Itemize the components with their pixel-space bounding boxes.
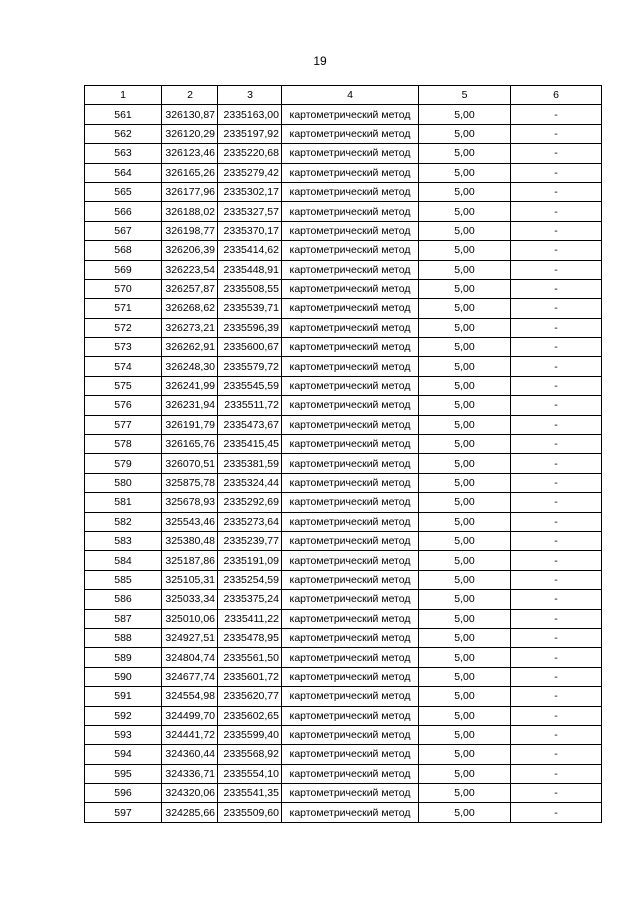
x-coordinate-cell: 326177,96 — [162, 182, 218, 201]
note-cell: - — [511, 241, 602, 260]
table-row — [85, 202, 602, 221]
method-cell: картометрический метод — [282, 745, 419, 764]
y-coordinate-cell: 2335511,72 — [218, 396, 282, 415]
table-row — [85, 725, 602, 744]
note-cell: - — [511, 512, 602, 531]
y-coordinate-cell: 2335561,50 — [218, 648, 282, 667]
y-coordinate-cell: 2335601,72 — [218, 667, 282, 686]
method-cell: картометрический метод — [282, 338, 419, 357]
table-header-row — [85, 86, 602, 105]
x-coordinate-cell: 325033,34 — [162, 590, 218, 609]
method-cell: картометрический метод — [282, 551, 419, 570]
method-cell: картометрический метод — [282, 318, 419, 337]
x-coordinate-cell: 326188,02 — [162, 202, 218, 221]
point-number-cell: 566 — [85, 202, 162, 221]
point-number-cell: 582 — [85, 512, 162, 531]
table-row — [85, 221, 602, 240]
accuracy-cell: 5,00 — [419, 415, 511, 434]
y-coordinate-cell: 2335599,40 — [218, 725, 282, 744]
y-coordinate-cell: 2335411,22 — [218, 609, 282, 628]
note-cell: - — [511, 338, 602, 357]
point-number-cell: 574 — [85, 357, 162, 376]
table-row — [85, 628, 602, 647]
table-row — [85, 803, 602, 822]
x-coordinate-cell: 325678,93 — [162, 493, 218, 512]
method-cell: картометрический метод — [282, 357, 419, 376]
method-cell: картометрический метод — [282, 202, 419, 221]
point-number-cell: 576 — [85, 396, 162, 415]
table-row — [85, 667, 602, 686]
y-coordinate-cell: 2335279,42 — [218, 163, 282, 182]
method-cell: картометрический метод — [282, 590, 419, 609]
note-cell: - — [511, 279, 602, 298]
point-number-cell: 586 — [85, 590, 162, 609]
note-cell: - — [511, 105, 602, 124]
method-cell: картометрический метод — [282, 725, 419, 744]
note-cell: - — [511, 318, 602, 337]
point-number-cell: 569 — [85, 260, 162, 279]
table-row — [85, 706, 602, 725]
y-coordinate-cell: 2335554,10 — [218, 764, 282, 783]
y-coordinate-cell: 2335370,17 — [218, 221, 282, 240]
point-number-cell: 583 — [85, 531, 162, 550]
page-number: 19 — [313, 54, 327, 68]
y-coordinate-cell: 2335273,64 — [218, 512, 282, 531]
table-row — [85, 415, 602, 434]
note-cell: - — [511, 609, 602, 628]
table-row — [85, 590, 602, 609]
accuracy-cell: 5,00 — [419, 221, 511, 240]
x-coordinate-cell: 326120,29 — [162, 124, 218, 143]
point-number-cell: 577 — [85, 415, 162, 434]
accuracy-cell: 5,00 — [419, 299, 511, 318]
x-coordinate-cell: 326191,79 — [162, 415, 218, 434]
method-cell: картометрический метод — [282, 396, 419, 415]
x-coordinate-cell: 326248,30 — [162, 357, 218, 376]
y-coordinate-cell: 2335600,67 — [218, 338, 282, 357]
point-number-cell: 592 — [85, 706, 162, 725]
note-cell: - — [511, 396, 602, 415]
table-row — [85, 338, 602, 357]
y-coordinate-cell: 2335539,71 — [218, 299, 282, 318]
method-cell: картометрический метод — [282, 279, 419, 298]
x-coordinate-cell: 326223,54 — [162, 260, 218, 279]
point-number-cell: 588 — [85, 628, 162, 647]
x-coordinate-cell: 324677,74 — [162, 667, 218, 686]
accuracy-cell: 5,00 — [419, 338, 511, 357]
table-row — [85, 531, 602, 550]
x-coordinate-cell: 326268,62 — [162, 299, 218, 318]
method-cell: картометрический метод — [282, 531, 419, 550]
method-cell: картометрический метод — [282, 648, 419, 667]
note-cell: - — [511, 357, 602, 376]
x-coordinate-cell: 324441,72 — [162, 725, 218, 744]
x-coordinate-cell: 325543,46 — [162, 512, 218, 531]
note-cell: - — [511, 144, 602, 163]
note-cell: - — [511, 221, 602, 240]
point-number-cell: 571 — [85, 299, 162, 318]
method-cell: картометрический метод — [282, 163, 419, 182]
y-coordinate-cell: 2335545,59 — [218, 376, 282, 395]
accuracy-cell: 5,00 — [419, 318, 511, 337]
accuracy-cell: 5,00 — [419, 648, 511, 667]
accuracy-cell: 5,00 — [419, 454, 511, 473]
note-cell: - — [511, 725, 602, 744]
y-coordinate-cell: 2335191,09 — [218, 551, 282, 570]
x-coordinate-cell: 326123,46 — [162, 144, 218, 163]
accuracy-cell: 5,00 — [419, 435, 511, 454]
table-row — [85, 376, 602, 395]
accuracy-cell: 5,00 — [419, 512, 511, 531]
method-cell: картометрический метод — [282, 299, 419, 318]
accuracy-cell: 5,00 — [419, 493, 511, 512]
y-coordinate-cell: 2335415,45 — [218, 435, 282, 454]
table-row — [85, 570, 602, 589]
point-number-cell: 591 — [85, 687, 162, 706]
column-header: 5 — [419, 86, 511, 105]
y-coordinate-cell: 2335579,72 — [218, 357, 282, 376]
method-cell: картометрический метод — [282, 221, 419, 240]
point-number-cell: 594 — [85, 745, 162, 764]
x-coordinate-cell: 325010,06 — [162, 609, 218, 628]
table-row — [85, 609, 602, 628]
accuracy-cell: 5,00 — [419, 609, 511, 628]
y-coordinate-cell: 2335239,77 — [218, 531, 282, 550]
point-number-cell: 587 — [85, 609, 162, 628]
table-row — [85, 454, 602, 473]
point-number-cell: 596 — [85, 784, 162, 803]
point-number-cell: 584 — [85, 551, 162, 570]
y-coordinate-cell: 2335568,92 — [218, 745, 282, 764]
note-cell: - — [511, 493, 602, 512]
accuracy-cell: 5,00 — [419, 473, 511, 492]
method-cell: картометрический метод — [282, 570, 419, 589]
x-coordinate-cell: 326206,39 — [162, 241, 218, 260]
table-row — [85, 512, 602, 531]
note-cell: - — [511, 260, 602, 279]
method-cell: картометрический метод — [282, 241, 419, 260]
table-row — [85, 182, 602, 201]
column-header: 3 — [218, 86, 282, 105]
x-coordinate-cell: 325380,48 — [162, 531, 218, 550]
x-coordinate-cell: 324360,44 — [162, 745, 218, 764]
x-coordinate-cell: 325875,78 — [162, 473, 218, 492]
method-cell: картометрический метод — [282, 144, 419, 163]
note-cell: - — [511, 764, 602, 783]
method-cell: картометрический метод — [282, 105, 419, 124]
note-cell: - — [511, 687, 602, 706]
method-cell: картометрический метод — [282, 803, 419, 822]
note-cell: - — [511, 551, 602, 570]
point-number-cell: 568 — [85, 241, 162, 260]
method-cell: картометрический метод — [282, 415, 419, 434]
note-cell: - — [511, 454, 602, 473]
y-coordinate-cell: 2335254,59 — [218, 570, 282, 589]
accuracy-cell: 5,00 — [419, 163, 511, 182]
point-number-cell: 590 — [85, 667, 162, 686]
x-coordinate-cell: 326070,51 — [162, 454, 218, 473]
table-row — [85, 357, 602, 376]
note-cell: - — [511, 124, 602, 143]
accuracy-cell: 5,00 — [419, 105, 511, 124]
y-coordinate-cell: 2335602,65 — [218, 706, 282, 725]
x-coordinate-cell: 326130,87 — [162, 105, 218, 124]
accuracy-cell: 5,00 — [419, 570, 511, 589]
y-coordinate-cell: 2335541,35 — [218, 784, 282, 803]
note-cell: - — [511, 415, 602, 434]
accuracy-cell: 5,00 — [419, 144, 511, 163]
x-coordinate-cell: 324336,71 — [162, 764, 218, 783]
method-cell: картометрический метод — [282, 376, 419, 395]
table-row — [85, 648, 602, 667]
x-coordinate-cell: 324285,66 — [162, 803, 218, 822]
accuracy-cell: 5,00 — [419, 202, 511, 221]
table-row — [85, 396, 602, 415]
table-row — [85, 279, 602, 298]
method-cell: картометрический метод — [282, 435, 419, 454]
note-cell: - — [511, 590, 602, 609]
note-cell: - — [511, 531, 602, 550]
point-number-cell: 570 — [85, 279, 162, 298]
point-number-cell: 563 — [85, 144, 162, 163]
note-cell: - — [511, 202, 602, 221]
table-row — [85, 493, 602, 512]
method-cell: картометрический метод — [282, 473, 419, 492]
accuracy-cell: 5,00 — [419, 241, 511, 260]
point-number-cell: 567 — [85, 221, 162, 240]
table-row — [85, 687, 602, 706]
accuracy-cell: 5,00 — [419, 531, 511, 550]
point-number-cell: 585 — [85, 570, 162, 589]
accuracy-cell: 5,00 — [419, 551, 511, 570]
table-row — [85, 163, 602, 182]
method-cell: картометрический метод — [282, 260, 419, 279]
note-cell: - — [511, 376, 602, 395]
point-number-cell: 565 — [85, 182, 162, 201]
accuracy-cell: 5,00 — [419, 706, 511, 725]
table-row — [85, 318, 602, 337]
accuracy-cell: 5,00 — [419, 687, 511, 706]
x-coordinate-cell: 326165,76 — [162, 435, 218, 454]
x-coordinate-cell: 324499,70 — [162, 706, 218, 725]
note-cell: - — [511, 745, 602, 764]
y-coordinate-cell: 2335473,67 — [218, 415, 282, 434]
y-coordinate-cell: 2335302,17 — [218, 182, 282, 201]
point-number-cell: 579 — [85, 454, 162, 473]
point-number-cell: 589 — [85, 648, 162, 667]
table-row — [85, 764, 602, 783]
table-row — [85, 473, 602, 492]
note-cell: - — [511, 628, 602, 647]
x-coordinate-cell: 326262,91 — [162, 338, 218, 357]
x-coordinate-cell: 326273,21 — [162, 318, 218, 337]
x-coordinate-cell: 326198,77 — [162, 221, 218, 240]
point-number-cell: 572 — [85, 318, 162, 337]
y-coordinate-cell: 2335414,62 — [218, 241, 282, 260]
point-number-cell: 580 — [85, 473, 162, 492]
table-row — [85, 435, 602, 454]
column-header: 1 — [85, 86, 162, 105]
x-coordinate-cell: 324804,74 — [162, 648, 218, 667]
y-coordinate-cell: 2335163,00 — [218, 105, 282, 124]
accuracy-cell: 5,00 — [419, 376, 511, 395]
accuracy-cell: 5,00 — [419, 357, 511, 376]
accuracy-cell: 5,00 — [419, 260, 511, 279]
point-number-cell: 562 — [85, 124, 162, 143]
table-row — [85, 784, 602, 803]
table-row — [85, 241, 602, 260]
y-coordinate-cell: 2335448,91 — [218, 260, 282, 279]
accuracy-cell: 5,00 — [419, 745, 511, 764]
accuracy-cell: 5,00 — [419, 764, 511, 783]
note-cell: - — [511, 473, 602, 492]
method-cell: картометрический метод — [282, 182, 419, 201]
accuracy-cell: 5,00 — [419, 182, 511, 201]
accuracy-cell: 5,00 — [419, 279, 511, 298]
point-number-cell: 578 — [85, 435, 162, 454]
table-body — [85, 105, 602, 822]
y-coordinate-cell: 2335324,44 — [218, 473, 282, 492]
method-cell: картометрический метод — [282, 628, 419, 647]
accuracy-cell: 5,00 — [419, 628, 511, 647]
table-row — [85, 105, 602, 124]
x-coordinate-cell: 324554,98 — [162, 687, 218, 706]
y-coordinate-cell: 2335197,92 — [218, 124, 282, 143]
note-cell: - — [511, 667, 602, 686]
y-coordinate-cell: 2335375,24 — [218, 590, 282, 609]
y-coordinate-cell: 2335509,60 — [218, 803, 282, 822]
method-cell: картометрический метод — [282, 667, 419, 686]
method-cell: картометрический метод — [282, 609, 419, 628]
accuracy-cell: 5,00 — [419, 803, 511, 822]
table-row — [85, 551, 602, 570]
x-coordinate-cell: 326257,87 — [162, 279, 218, 298]
note-cell: - — [511, 163, 602, 182]
y-coordinate-cell: 2335620,77 — [218, 687, 282, 706]
point-number-cell: 561 — [85, 105, 162, 124]
coordinates-table — [84, 85, 602, 823]
y-coordinate-cell: 2335327,57 — [218, 202, 282, 221]
point-number-cell: 581 — [85, 493, 162, 512]
x-coordinate-cell: 326241,99 — [162, 376, 218, 395]
accuracy-cell: 5,00 — [419, 725, 511, 744]
column-header: 6 — [511, 86, 602, 105]
accuracy-cell: 5,00 — [419, 396, 511, 415]
y-coordinate-cell: 2335292,69 — [218, 493, 282, 512]
point-number-cell: 595 — [85, 764, 162, 783]
method-cell: картометрический метод — [282, 512, 419, 531]
y-coordinate-cell: 2335381,59 — [218, 454, 282, 473]
note-cell: - — [511, 706, 602, 725]
note-cell: - — [511, 182, 602, 201]
x-coordinate-cell: 326231,94 — [162, 396, 218, 415]
note-cell: - — [511, 299, 602, 318]
point-number-cell: 573 — [85, 338, 162, 357]
method-cell: картометрический метод — [282, 687, 419, 706]
y-coordinate-cell: 2335596,39 — [218, 318, 282, 337]
accuracy-cell: 5,00 — [419, 667, 511, 686]
x-coordinate-cell: 325105,31 — [162, 570, 218, 589]
table-row — [85, 144, 602, 163]
note-cell: - — [511, 435, 602, 454]
accuracy-cell: 5,00 — [419, 784, 511, 803]
point-number-cell: 564 — [85, 163, 162, 182]
accuracy-cell: 5,00 — [419, 590, 511, 609]
method-cell: картометрический метод — [282, 706, 419, 725]
table-row — [85, 260, 602, 279]
y-coordinate-cell: 2335478,95 — [218, 628, 282, 647]
point-number-cell: 593 — [85, 725, 162, 744]
x-coordinate-cell: 324927,51 — [162, 628, 218, 647]
method-cell: картометрический метод — [282, 124, 419, 143]
column-header: 2 — [162, 86, 218, 105]
table-row — [85, 745, 602, 764]
point-number-cell: 575 — [85, 376, 162, 395]
table-row — [85, 124, 602, 143]
table-row — [85, 299, 602, 318]
y-coordinate-cell: 2335220,68 — [218, 144, 282, 163]
point-number-cell: 597 — [85, 803, 162, 822]
method-cell: картометрический метод — [282, 784, 419, 803]
note-cell: - — [511, 570, 602, 589]
accuracy-cell: 5,00 — [419, 124, 511, 143]
column-header: 4 — [282, 86, 419, 105]
x-coordinate-cell: 325187,86 — [162, 551, 218, 570]
y-coordinate-cell: 2335508,55 — [218, 279, 282, 298]
note-cell: - — [511, 803, 602, 822]
method-cell: картометрический метод — [282, 493, 419, 512]
method-cell: картометрический метод — [282, 764, 419, 783]
x-coordinate-cell: 324320,06 — [162, 784, 218, 803]
note-cell: - — [511, 648, 602, 667]
note-cell: - — [511, 784, 602, 803]
x-coordinate-cell: 326165,26 — [162, 163, 218, 182]
method-cell: картометрический метод — [282, 454, 419, 473]
